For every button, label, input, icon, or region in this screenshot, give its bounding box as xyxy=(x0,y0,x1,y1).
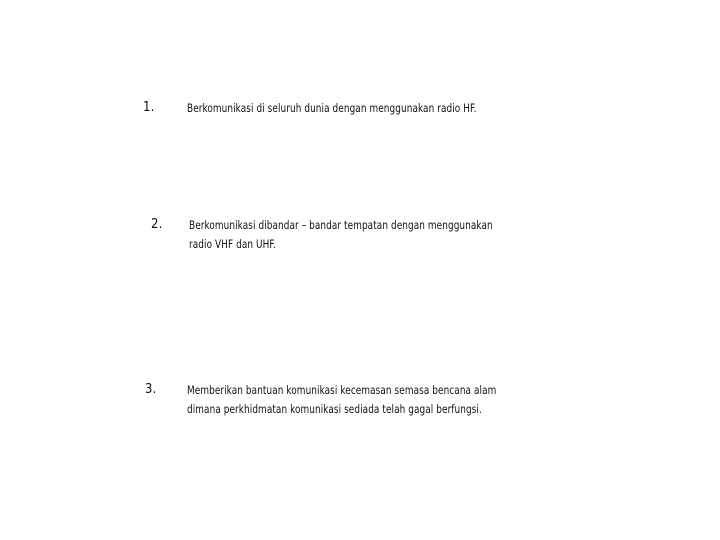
list-item-line: Berkomunikasi di seluruh dunia dengan menggunakan radio HF. xyxy=(187,101,477,115)
list-item-number: 3. xyxy=(145,382,157,397)
list-item-text xyxy=(187,99,477,118)
list-item-line: Memberikan bantuan komunikasi kecemasan semasa bencana alam xyxy=(187,383,497,397)
list-item-line: dimana perkhidmatan komunikasi sediada telah gagal berfungsi. xyxy=(187,402,482,416)
list-item-text xyxy=(189,216,493,254)
list-item-number: 1. xyxy=(143,100,155,115)
list-item-line: radio VHF dan UHF. xyxy=(189,237,276,251)
list-item-line: Berkomunikasi dibandar – bandar tempatan dengan menggunakan xyxy=(189,218,493,232)
list-item-number: 2. xyxy=(151,217,163,232)
list-item-text xyxy=(187,381,496,419)
